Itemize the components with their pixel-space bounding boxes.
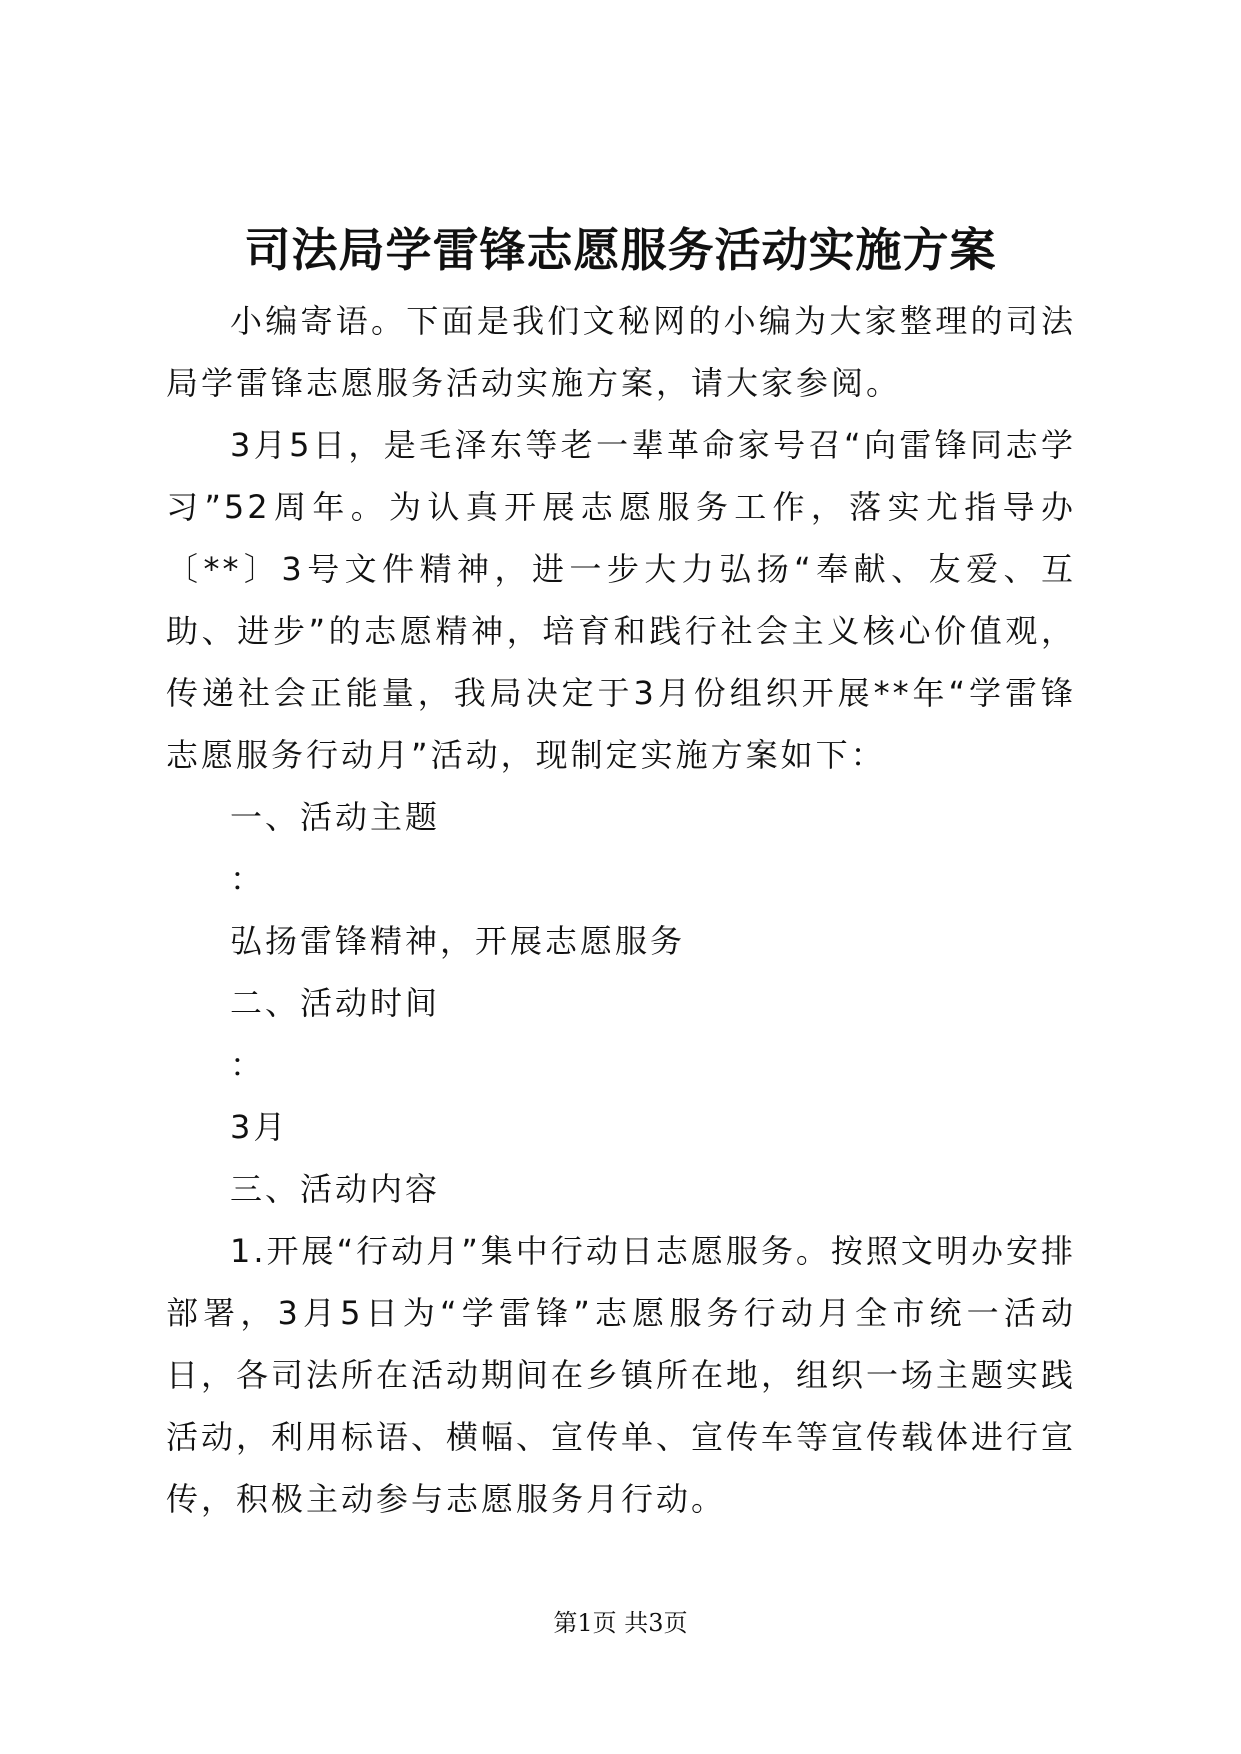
section-3-heading: 三、活动内容 — [230, 1170, 441, 1208]
section-1-colon: ： — [230, 860, 266, 898]
background-paragraph: 3月5日，是毛泽东等老一辈革命家号召“向雷锋同志学习”52周年。为认真开展志愿服务工作，落实尤指导办〔**〕3号文件精神，进一步大力弘扬“奉献、友爱、互助、进步”的志愿精神，培育和践行社会主义核心价值观，传递社会正能量，我局决定于3月份组织开展**年“学雷锋志愿服务行动月”活动，现制定实施方案如下： — [166, 426, 1076, 774]
document-title: 司法局学雷锋志愿服务活动实施方案 — [244, 223, 997, 277]
section-1-content: 弘扬雷锋精神，开展志愿服务 — [230, 922, 686, 960]
page-number-footer: 第1页 共3页 — [553, 1609, 688, 1637]
intro-paragraph: 小编寄语。下面是我们文秘网的小编为大家整理的司法局学雷锋志愿服务活动实施方案，请大家参阅。 — [166, 302, 1076, 402]
section-1-heading: 一、活动主题 — [230, 798, 441, 836]
section-2-heading: 二、活动时间 — [230, 984, 441, 1022]
content-item-1: 1.开展“行动月”集中行动日志愿服务。按照文明办安排部署，3月5日为“学雷锋”志愿服务行动月全市统一活动日，各司法所在活动期间在乡镇所在地，组织一场主题实践活动，利用标语、横幅、宣传单、宣传车等宣传载体进行宣传，积极主动参与志愿服务月行动。 — [166, 1232, 1077, 1518]
document-body — [166, 290, 1076, 1530]
section-2-content: 3月 — [230, 1108, 289, 1146]
section-2-colon: ： — [230, 1046, 266, 1084]
